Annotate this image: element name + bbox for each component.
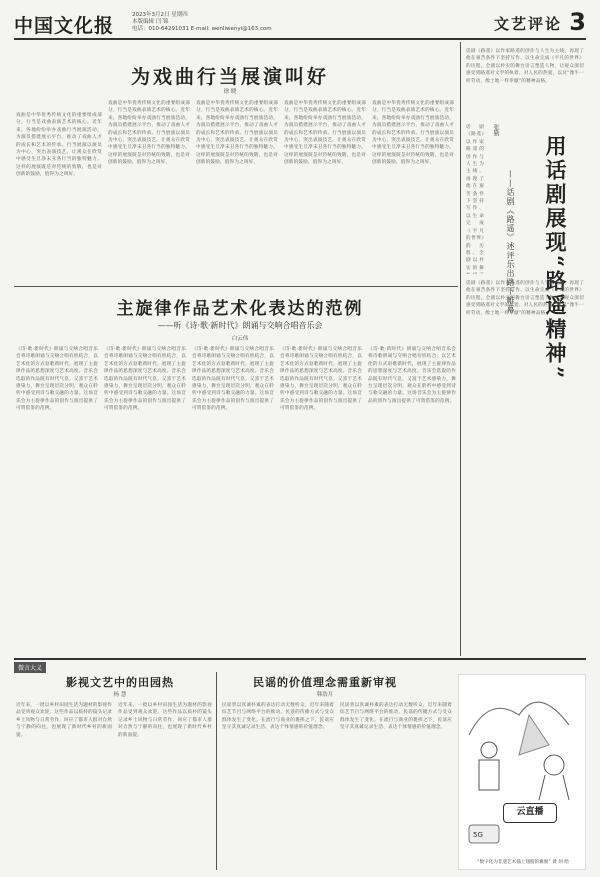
article3-body-narrow: 话剧《路遥》以作家路遥的创作与人生为主线，再现了他在艰苦条件下坚持写作、以生命完成《平凡的世界》的历程。全剧以朴实的舞 [466, 125, 484, 271]
article1-body-col4: 戏曲是中华优秀传统文化的重要组成部分，行当是戏曲表演艺术的核心。近年来，各地纷纷举办戏曲行当展演活动，为演员搭建展示平台，推动了戏曲人才的成长和艺术的传承。行当展演以演员为中心，突出表演技艺，让观众在欣赏中感受生旦净末丑各行当的独特魅力。这样的展演既是对传统的致敬，也是对创新的鼓励，值得为之叫好。 [284, 101, 366, 166]
article4-author: 杨 慧 [113, 692, 127, 698]
article2-title: 主旋律作品艺术化表达的范例 [116, 299, 364, 319]
article1-body-col1: 戏曲是中华优秀传统文化的重要组成部分，行当是戏曲表演艺术的核心。近年来，各地纷纷举办戏曲行当展演活动，为演员搭建展示平台，推动了戏曲人才的成长和艺术的传承。行当展演以演员为中心，突出表演技艺，让观众在欣赏中感受生旦净末丑各行当的独特魅力。这样的展演既是对传统的致敬，也是对创新的鼓励，值得为之叫好。 [16, 113, 102, 178]
article4-body-col1: 近年来，一批以乡村田园生活为题材的影视作品受到观众欢迎。这些作品以质朴的镜头记录乡土风物与日常劳作，回应了都市人群对自然与宁静的向往，也展现了新时代乡村的新面貌。 [16, 703, 112, 738]
masthead-logo: 中国文化报 [14, 15, 115, 37]
article5-author: 韩浩月 [316, 692, 334, 698]
article1-title: 为戏曲行当展演叫好 [130, 66, 329, 88]
page-number: 3 [569, 8, 586, 36]
contact-line: 电话：010-64291031 E-mail: wenliwenyi@163.com [132, 26, 272, 32]
article4-body-col2: 近年来，一批以乡村田园生活为题材的影视作品受到观众欢迎。这些作品以质朴的镜头记录乡土风物与日常劳作，回应了都市人群对自然与宁静的向往，也展现了新时代乡村的新面貌。 [118, 703, 212, 738]
article3-lead: 话剧《路遥》以作家路遥的创作与人生为主线，再现了他在艰苦条件下坚持写作、以生命完成《平凡的世界》的历程。全剧以朴实的舞台语言塑造人物，让观众深切感受到路遥对文学的执着、对人民的热爱，以及“像牛一样劳动，像土地一样奉献”的精神品格。 [466, 49, 584, 84]
svg-text:5G: 5G [473, 831, 483, 839]
editor-line: 本版编辑 闫 锦 [132, 19, 169, 25]
article5-body-col1: 民谣曾以真诚朴素的表达打动无数听众，近年来随着综艺节目与网络平台的推动，民谣的传播方式与受众群体发生了变化。在流行与商业的裹挟之下，民谣应坚守其真诚记录生活、表达个体情感的价值理念。 [222, 703, 334, 731]
article5-body-col2: 民谣曾以真诚朴素的表达打动无数听众，近年来随着综艺节目与网络平台的推动，民谣的传播方式与受众群体发生了变化。在流行与商业的裹挟之下，民谣应坚守其真诚记录生活、表达个体情感的价值理念。 [340, 703, 452, 731]
article2-body-col3: 《诗·歌·新时代》朗诵与交响合唱音乐会将诗歌朗诵与交响合唱有机结合，以艺术化的方式讴歌新时代，展现了主旋律作品的思想深度与艺术高度。音乐会选取的作品既有时代气息，又富于艺术感染力，舞台呈现层次分明，观众在聆听中感受到诗与歌交融的力量。这场音乐会为主旋律作品的创作与演出提供了可资借鉴的范例。 [192, 347, 274, 412]
article3-subtitle: ——话剧《路遥》述评乐出路下帷幕 [506, 170, 515, 314]
bottom-section-bar [14, 658, 586, 672]
article3-author: 张勤 [492, 124, 499, 136]
cartoon-caption: “数字化为非遗艺术插上翅膀的翼膀” 黄 珂 绘 [477, 860, 569, 865]
column-divider [216, 672, 217, 870]
page-header [14, 8, 586, 40]
article2-body-col4: 《诗·歌·新时代》朗诵与交响合唱音乐会将诗歌朗诵与交响合唱有机结合，以艺术化的方式讴歌新时代，展现了主旋律作品的思想深度与艺术高度。音乐会选取的作品既有时代气息，又富于艺术感染力，舞台呈现层次分明，观众在聆听中感受到诗与歌交融的力量。这场音乐会为主旋律作品的创作与演出提供了可资借鉴的范例。 [280, 347, 362, 412]
section-title: 文艺评论 [493, 15, 562, 33]
header-meta [132, 12, 272, 33]
article5-title: 民谣的价值理念需重新审视 [253, 676, 397, 689]
article3-body: 话剧《路遥》以作家路遥的创作与人生为主线，再现了他在艰苦条件下坚持写作、以生命完成《平凡的世界》的历程。全剧以朴实的舞台语言塑造人物，让观众深切感受到路遥对文学的执着、对人民的热爱，以及“像牛一样劳动，像土地一样奉献”的精神品格。 [466, 281, 584, 316]
section-tag: 微言大义 [14, 662, 46, 673]
article2-body-col5: 《诗·歌·新时代》朗诵与交响合唱音乐会将诗歌朗诵与交响合唱有机结合，以艺术化的方式讴歌新时代，展现了主旋律作品的思想深度与艺术高度。音乐会选取的作品既有时代气息，又富于艺术感染力，舞台呈现层次分明，观众在聆听中感受到诗与歌交融的力量。这场音乐会为主旋律作品的创作与演出提供了可资借鉴的范例。 [368, 347, 456, 404]
article2-body-col1: 《诗·歌·新时代》朗诵与交响合唱音乐会将诗歌朗诵与交响合唱有机结合，以艺术化的方式讴歌新时代，展现了主旋律作品的思想深度与艺术高度。音乐会选取的作品既有时代气息，又富于艺术感染力，舞台呈现层次分明，观众在聆听中感受到诗与歌交融的力量。这场音乐会为主旋律作品的创作与演出提供了可资借鉴的范例。 [16, 347, 98, 412]
cartoon-sign: 云直播 [503, 803, 557, 823]
cartoon-illustration [458, 674, 586, 870]
article4-title: 影视文艺中的田园热 [66, 676, 174, 689]
article1-body-col5: 戏曲是中华优秀传统文化的重要组成部分，行当是戏曲表演艺术的核心。近年来，各地纷纷举办戏曲行当展演活动，为演员搭建展示平台，推动了戏曲人才的成长和艺术的传承。行当展演以演员为中心，突出表演技艺，让观众在欣赏中感受生旦净末丑各行当的独特魅力。这样的展演既是对传统的致敬，也是对创新的鼓励，值得为之叫好。 [372, 101, 454, 166]
article1-body-col3: 戏曲是中华优秀传统文化的重要组成部分，行当是戏曲表演艺术的核心。近年来，各地纷纷举办戏曲行当展演活动，为演员搭建展示平台，推动了戏曲人才的成长和艺术的传承。行当展演以演员为中心，突出表演技艺，让观众在欣赏中感受生旦净末丑各行当的独特魅力。这样的展演既是对传统的致敬，也是对创新的鼓励，值得为之叫好。 [196, 101, 278, 166]
article2-author: 白云伟 [231, 336, 249, 342]
cartoon-drawing [459, 675, 585, 869]
column-divider [460, 42, 461, 656]
article1-author: 徐 晓 [223, 89, 237, 95]
article2-body-col2: 《诗·歌·新时代》朗诵与交响合唱音乐会将诗歌朗诵与交响合唱有机结合，以艺术化的方式讴歌新时代，展现了主旋律作品的思想深度与艺术高度。音乐会选取的作品既有时代气息，又富于艺术感染力，舞台呈现层次分明，观众在聆听中感受到诗与歌交融的力量。这场音乐会为主旋律作品的创作与演出提供了可资借鉴的范例。 [104, 347, 186, 412]
issue-date: 2023年3月2日 星期四 [132, 12, 188, 18]
article3-title: 用话剧展现“路遥精神” [543, 135, 568, 382]
article2-subtitle: ——听《诗·歌·新时代》朗诵与交响合唱音乐会 [157, 321, 323, 330]
article1-body-col2: 戏曲是中华优秀传统文化的重要组成部分，行当是戏曲表演艺术的核心。近年来，各地纷纷举办戏曲行当展演活动，为演员搭建展示平台，推动了戏曲人才的成长和艺术的传承。行当展演以演员为中心，突出表演技艺，让观众在欣赏中感受生旦净末丑各行当的独特魅力。这样的展演既是对传统的致敬，也是对创新的鼓励，值得为之叫好。 [108, 101, 190, 166]
divider [14, 286, 458, 287]
